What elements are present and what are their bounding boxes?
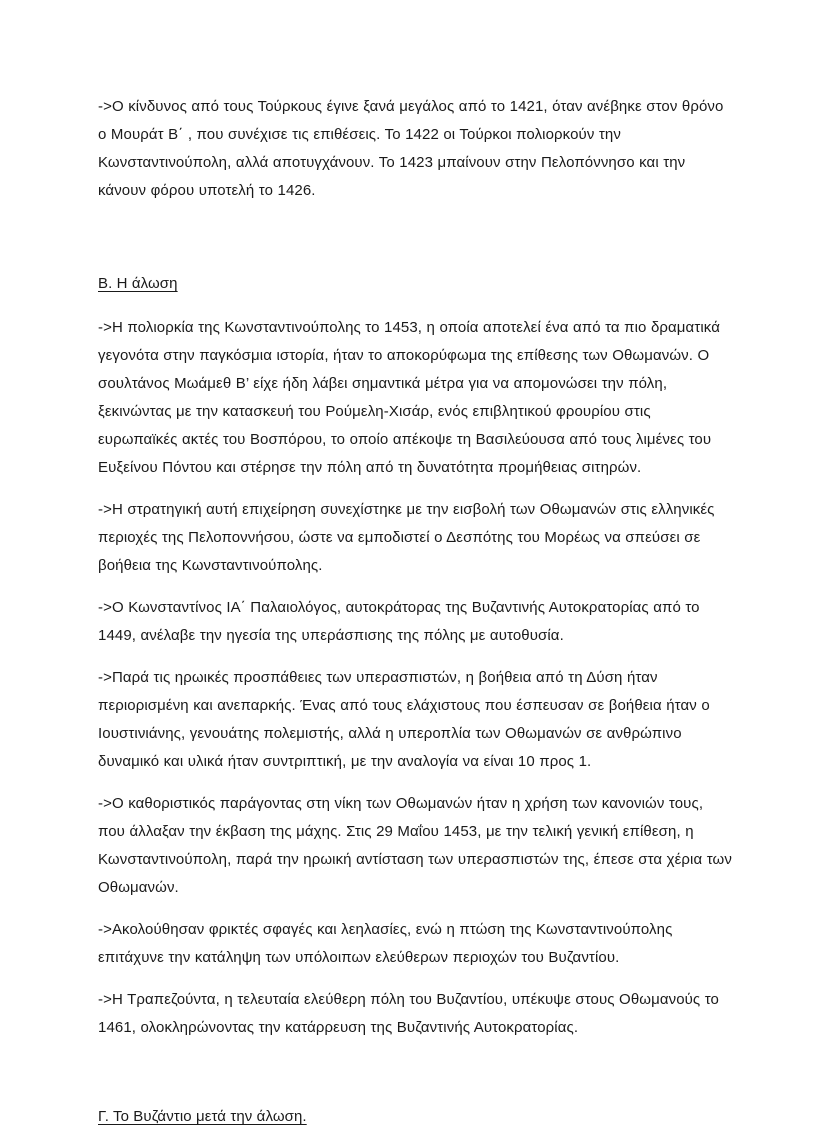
- section-b-paragraph-3: ->Ο Κωνσταντίνος ΙΑ΄ Παλαιολόγος, αυτοκράτορας της Βυζαντινής Αυτοκρατορίας από το 1449, ανέλαβε την ηγεσία της υπεράσπισης της πόλης με αυτοθυσία.: [98, 599, 700, 644]
- spacer-before-section-b: [98, 205, 734, 270]
- section-b-paragraph-7: ->Η Τραπεζούντα, η τελευταία ελεύθερη πόλη του Βυζαντίου, υπέκυψε στους Οθωμανούς το 1461, ολοκληρώνοντας την κατάρρευση της Βυζαντινής Αυτοκρατορίας.: [98, 991, 719, 1036]
- section-b-paragraph-6: ->Ακολούθησαν φρικτές σφαγές και λεηλασίες, ενώ η πτώση της Κωνσταντινούπολης επιτάχυνε την κατάληψη των υπόλοιπων ελεύθερων περιοχών του Βυζαντίου.: [98, 921, 673, 966]
- section-b-paragraph-1: ->Η πολιορκία της Κωνσταντινούπολης το 1453, η οποία αποτελεί ένα από τα πιο δραματικά γεγονότα στην παγκόσμια ιστορία, ήταν το αποκορύφωμα της επίθεσης των Οθωμανών. Ο σουλτάνος Μωάμεθ Β’ είχε ήδη λάβει σημαντικά μέτρα για να απομονώσει την πόλη, ξεκινώντας με την κατασκευή του Ρούμελη-Χισάρ, ενός επιβλητικού φρουρίου στις ευρωπαϊκές ακτές του Βοσπόρου, το οποίο απέκοψε τη Βασιλεύουσα από τους λιμένες του Ευξείνου Πόντου και στέρησε την πόλη από τη δυνατότητα προμήθειας σιτηρών.: [98, 319, 720, 476]
- section-c-heading-text: Γ. Το Βυζάντιο μετά την άλωση.: [98, 1108, 307, 1125]
- section-b-paragraph-4: ->Παρά τις ηρωικές προσπάθειες των υπερασπιστών, η βοήθεια από τη Δύση ήταν περιορισμένη και ανεπαρκής. Ένας από τους ελάχιστους που έσπευσαν σε βοήθεια ήταν ο Ιουστινιάνης, γενουάτης πολεμιστής, αλλά η υπεροπλία των Οθωμανών σε ανθρώπινο δυναμικό και υλικά ήταν συντριπτική, με την αναλογία να είναι 10 προς 1.: [98, 669, 710, 770]
- spacer-after-section-b-heading: [98, 298, 734, 314]
- document-body: [98, 93, 734, 1131]
- intro-paragraph: ->Ο κίνδυνος από τους Τούρκους έγινε ξανά μεγάλος από το 1421, όταν ανέβηκε στον θρόνο ο Μουράτ Β΄ , που συνέχισε τις επιθέσεις. Το 1422 οι Τούρκοι πολιορκούν την Κωνσταντινούπολη, αλλά αποτυγχάνουν. Το 1423 μπαίνουν στην Πελοπόννησο και την κάνουν φόρου υποτελή το 1426.: [98, 98, 724, 199]
- spacer-before-section-c: [98, 1056, 734, 1103]
- section-c-heading: [98, 1103, 734, 1131]
- section-b-paragraph-2: ->Η στρατηγική αυτή επιχείρηση συνεχίστηκε με την εισβολή των Οθωμανών στις ελληνικές περιοχές της Πελοποννήσου, ώστε να εμποδιστεί ο Δεσπότης του Μορέως να σπεύσει σε βοήθεια της Κωνσταντινούπολης.: [98, 501, 715, 574]
- section-b-heading-text: Β. Η άλωση: [98, 275, 178, 292]
- section-b-paragraph-5: ->Ο καθοριστικός παράγοντας στη νίκη των Οθωμανών ήταν η χρήση των κανονιών τους, που άλλαξαν την έκβαση της μάχης. Στις 29 Μαΐου 1453, με την τελική γενική επίθεση, η Κωνσταντινούπολη, παρά την ηρωική αντίσταση των υπερασπιστών της, έπεσε στα χέρια των Οθωμανών.: [98, 795, 732, 896]
- section-b-heading: [98, 270, 734, 298]
